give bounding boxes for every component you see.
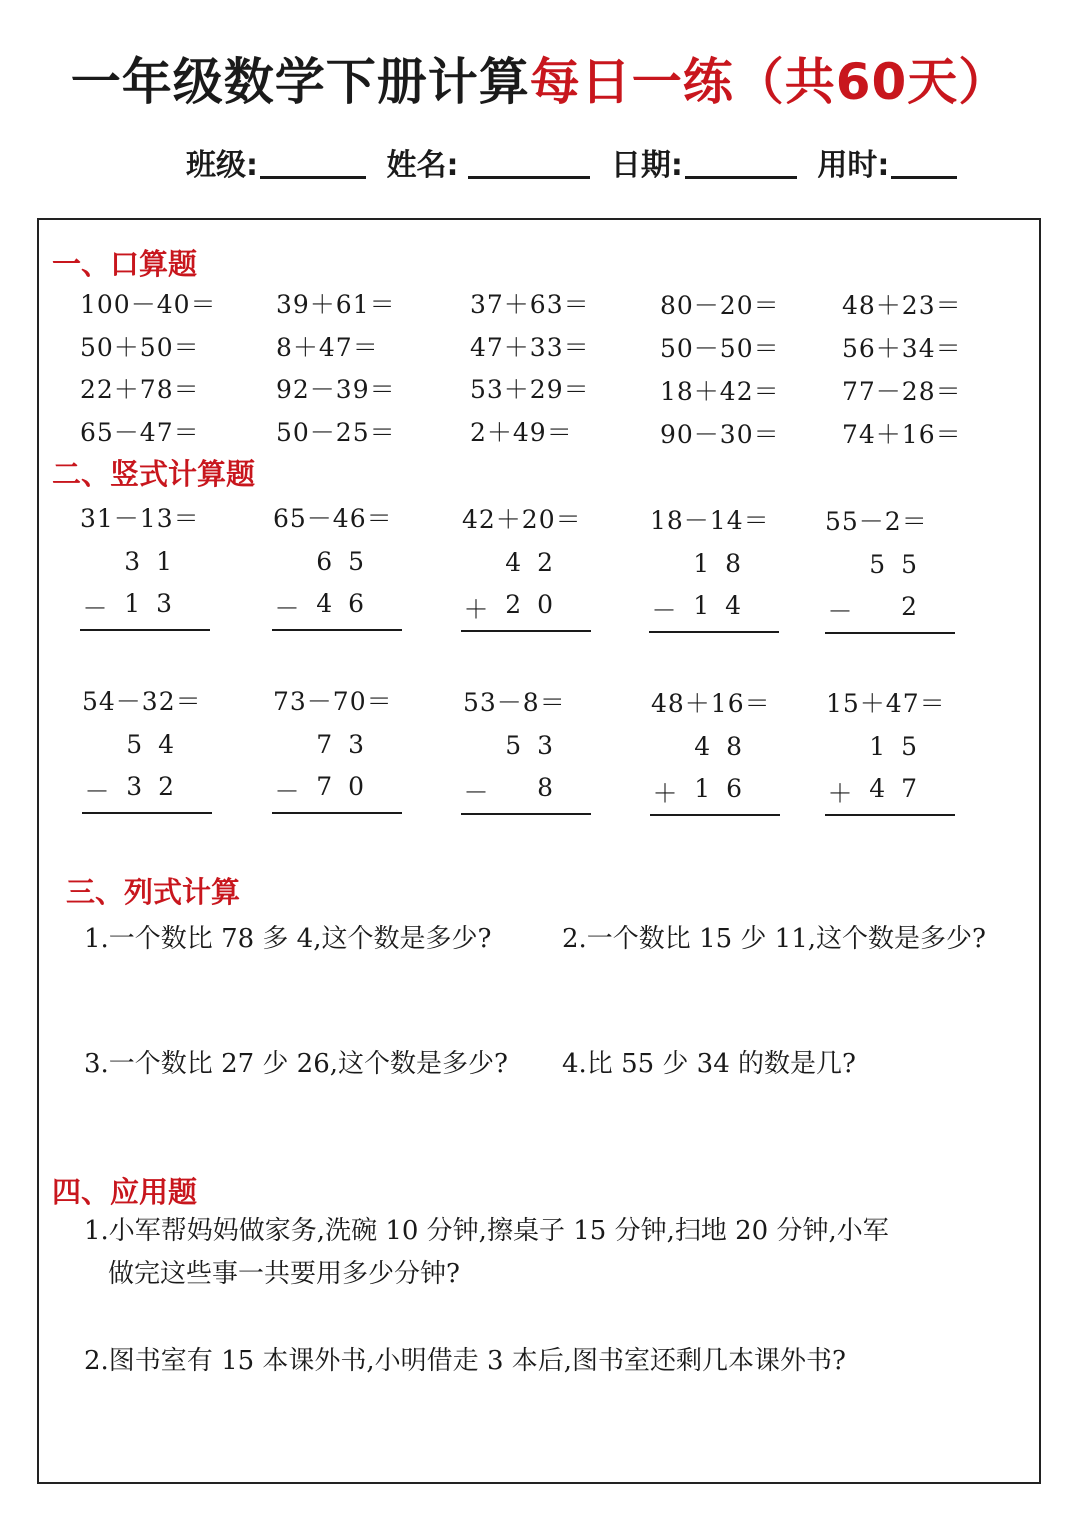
name-label: 姓名: [386,148,459,183]
vertical-calc-block [461,548,591,624]
mental-item: 39＋61＝ [276,290,396,319]
mental-item: 50－25＝ [276,418,396,447]
equation-question: 3.一个数比 27 少 26,这个数是多少? [84,1049,508,1079]
vertical-expression: 55－2＝ [825,507,928,536]
mental-item: 56＋34＝ [842,334,962,363]
vertical-bottom-number: 46 [316,589,380,618]
vertical-calc-block [272,730,402,806]
vertical-answer-line [825,814,955,816]
vertical-calc-block [825,732,955,808]
vertical-top-number: 48 [694,732,758,761]
vertical-calc-block [649,549,779,625]
mental-item: 90－30＝ [660,420,780,449]
mental-item: 74＋16＝ [842,420,962,449]
vertical-top-number: 15 [869,732,933,761]
vertical-expression: 73－70＝ [273,687,393,716]
vertical-top-number: 54 [126,730,190,759]
mental-item: 2＋49＝ [470,418,573,447]
vertical-top-number: 65 [316,547,380,576]
vertical-expression: 65－46＝ [273,504,393,533]
vertical-top-number: 31 [124,547,188,576]
date-label: 日期: [610,148,683,183]
name-blank[interactable] [468,146,590,179]
vertical-bottom-number: 47 [869,774,933,803]
class-blank[interactable] [260,146,366,179]
vertical-answer-line [649,631,779,633]
mental-item: 47＋33＝ [470,333,590,362]
vertical-calc-block [825,550,955,626]
mental-item: 18＋42＝ [660,377,780,406]
vertical-operator: － [274,777,300,806]
equation-question: 4.比 55 少 34 的数是几? [562,1049,856,1079]
vertical-answer-line [272,812,402,814]
vertical-bottom-number: 70 [316,772,380,801]
mental-item: 92－39＝ [276,375,396,404]
mental-item: 50＋50＝ [80,333,200,362]
equation-question: 1.一个数比 78 多 4,这个数是多少? [84,924,492,954]
vertical-expression: 18－14＝ [650,506,770,535]
vertical-bottom-number: 2 [901,592,933,621]
mental-item: 22＋78＝ [80,375,200,404]
vertical-calc-block [650,732,780,808]
vertical-answer-line [650,814,780,816]
vertical-operator: － [463,778,489,807]
vertical-answer-line [82,812,212,814]
section-equation-title: 三、列式计算 [66,875,241,909]
vertical-expression: 53－8＝ [463,688,566,717]
vertical-expression: 31－13＝ [80,504,200,533]
vertical-answer-line [825,632,955,634]
time-used-label: 用时: [817,148,890,183]
mental-item: 80－20＝ [660,291,780,320]
vertical-operator: － [84,777,110,806]
vertical-expression: 15＋47＝ [826,689,946,718]
vertical-expression: 48＋16＝ [651,689,771,718]
equation-question: 2.一个数比 15 少 11,这个数是多少? [562,924,986,954]
vertical-bottom-number: 8 [537,773,569,802]
mental-item: 37＋63＝ [470,290,590,319]
vertical-expression: 42＋20＝ [462,505,582,534]
vertical-operator: ＋ [827,779,853,808]
class-label: 班级: [186,148,258,183]
student-info-row [186,140,967,184]
section-mental-math-title: 一、口算题 [52,247,198,281]
mental-item: 77－28＝ [842,377,962,406]
mental-item: 8＋47＝ [276,333,379,362]
vertical-top-number: 55 [869,550,933,579]
mental-item: 50－50＝ [660,334,780,363]
vertical-calc-block [461,731,591,807]
vertical-calc-block [272,547,402,623]
title-main: 一年级数学下册计算 [70,53,530,111]
title-highlight: 每日一练（共60天） [529,53,1010,111]
vertical-calc-block [82,730,212,806]
section-word-problems-title: 四、应用题 [52,1175,198,1209]
word-problem-line: 做完这些事一共要用多少分钟? [108,1259,460,1289]
vertical-bottom-number: 13 [124,589,188,618]
vertical-bottom-number: 20 [505,590,569,619]
vertical-answer-line [272,629,402,631]
vertical-answer-line [461,630,591,632]
vertical-operator: ＋ [652,779,678,808]
vertical-top-number: 73 [316,730,380,759]
mental-item: 48＋23＝ [842,291,962,320]
vertical-expression: 54－32＝ [82,687,202,716]
vertical-bottom-number: 16 [694,774,758,803]
vertical-top-number: 53 [505,731,569,760]
mental-item: 53＋29＝ [470,375,590,404]
vertical-operator: － [827,597,853,626]
word-problem: 2.图书室有 15 本课外书,小明借走 3 本后,图书室还剩几本课外书? [84,1346,846,1376]
worksheet-title [0,42,1080,114]
vertical-operator: － [651,596,677,625]
vertical-top-number: 18 [693,549,757,578]
vertical-operator: － [274,594,300,623]
time-used-blank[interactable] [891,146,957,179]
vertical-bottom-number: 32 [126,772,190,801]
date-blank[interactable] [685,146,797,179]
section-vertical-calc-title: 二、竖式计算题 [52,457,256,491]
word-problem [84,1210,889,1296]
vertical-answer-line [80,629,210,631]
vertical-top-number: 42 [505,548,569,577]
word-problem-line: 1.小军帮妈妈做家务,洗碗 10 分钟,擦桌子 15 分钟,扫地 20 分钟,小军 [84,1216,889,1246]
vertical-bottom-number: 14 [693,591,757,620]
mental-item: 100－40＝ [80,290,217,319]
vertical-calc-block [80,547,210,623]
vertical-operator: ＋ [463,595,489,624]
vertical-answer-line [461,813,591,815]
mental-item: 65－47＝ [80,418,200,447]
vertical-operator: － [82,594,108,623]
